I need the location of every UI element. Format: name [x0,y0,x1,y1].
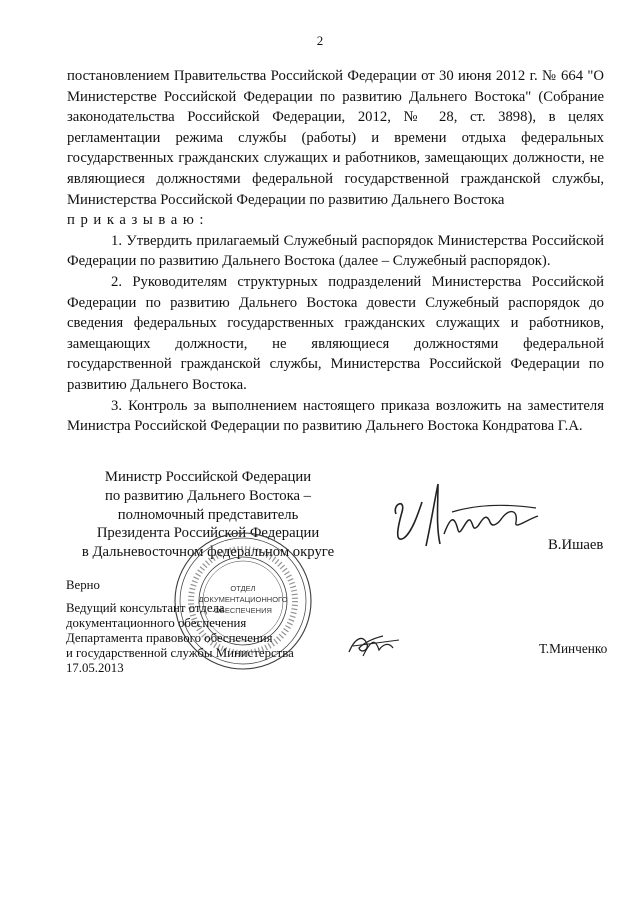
minister-name: В.Ишаев [548,537,604,553]
minister-signature [388,474,548,554]
signatory-line-4: Президента Российской Федерации [96,525,320,542]
signatory-line-2: по развитию Дальнего Востока – [104,487,312,504]
verno-label: Верно [66,578,100,592]
consultant-name: Т.Минченко [539,641,608,656]
cert-line-1: Ведущий консультант отдела [66,601,225,615]
cert-line-2: документационного обеспечения [66,616,247,630]
order-item-1: 1. Утвердить прилагаемый Служебный распорядок Министерства Российской Федерации по развитию Дальнего Востока (далее – Служебный распорядок). [67,232,604,270]
signatory-line-5: в Дальневосточном федеральном округе [81,544,335,561]
signatory-line-1: Министр Российской Федерации [104,469,312,485]
page-number: 2 [316,33,324,48]
cert-date: 17.05.2013 [66,661,124,675]
signatory-line-3: полномочный представитель [117,506,299,523]
seal-line-2: ДОКУМЕНТАЦИОННОГО [198,595,288,604]
order-item-2: 2. Руководителям структурных подразделений Министерства Российской Федерации по развитию Дальнего Востока довести Служебный распорядок до сведения федеральных государственных гражданских служащих и работников, замещающих должности, не являющиеся должностями федеральной государственной гражданской службы, Министерства Российской Федерации по развитию Дальнего Востока. [67,273,604,393]
certification-block [66,578,294,676]
cert-line-3: Департамента правового обеспечения [66,631,273,645]
prikazyvayu-word: приказываю: [67,212,210,229]
intro-paragraph: постановлением Правительства Российской Федерации от 30 июня 2012 г. № 664 "О Министерстве Российской Федерации по развитию Дальнего Востока" (Собрание законодательства Российской Федерации, 2012, № 28, ст. 3898), в целях регламентации режима службы (работы) и времени отдыха федеральных государственных гражданских служащих и работников, замещающих должности, не являющиеся должностями федеральной государственной гражданской службы, Министерства Российской Федерации по развитию Дальнего Востока [67,68,604,208]
order-body [67,66,604,437]
cert-line-4: и государственной службы Министерства [66,646,294,660]
seal-line-3: ОБЕСПЕЧЕНИЯ [214,606,272,615]
order-item-3: 3. Контроль за выполнением настоящего приказа возложить на заместителя Министра Российской Федерации по развитию Дальнего Востока Кондратова Г.А. [67,397,604,435]
seal-line-1: ОТДЕЛ [230,584,256,593]
consultant-signature [345,628,405,660]
